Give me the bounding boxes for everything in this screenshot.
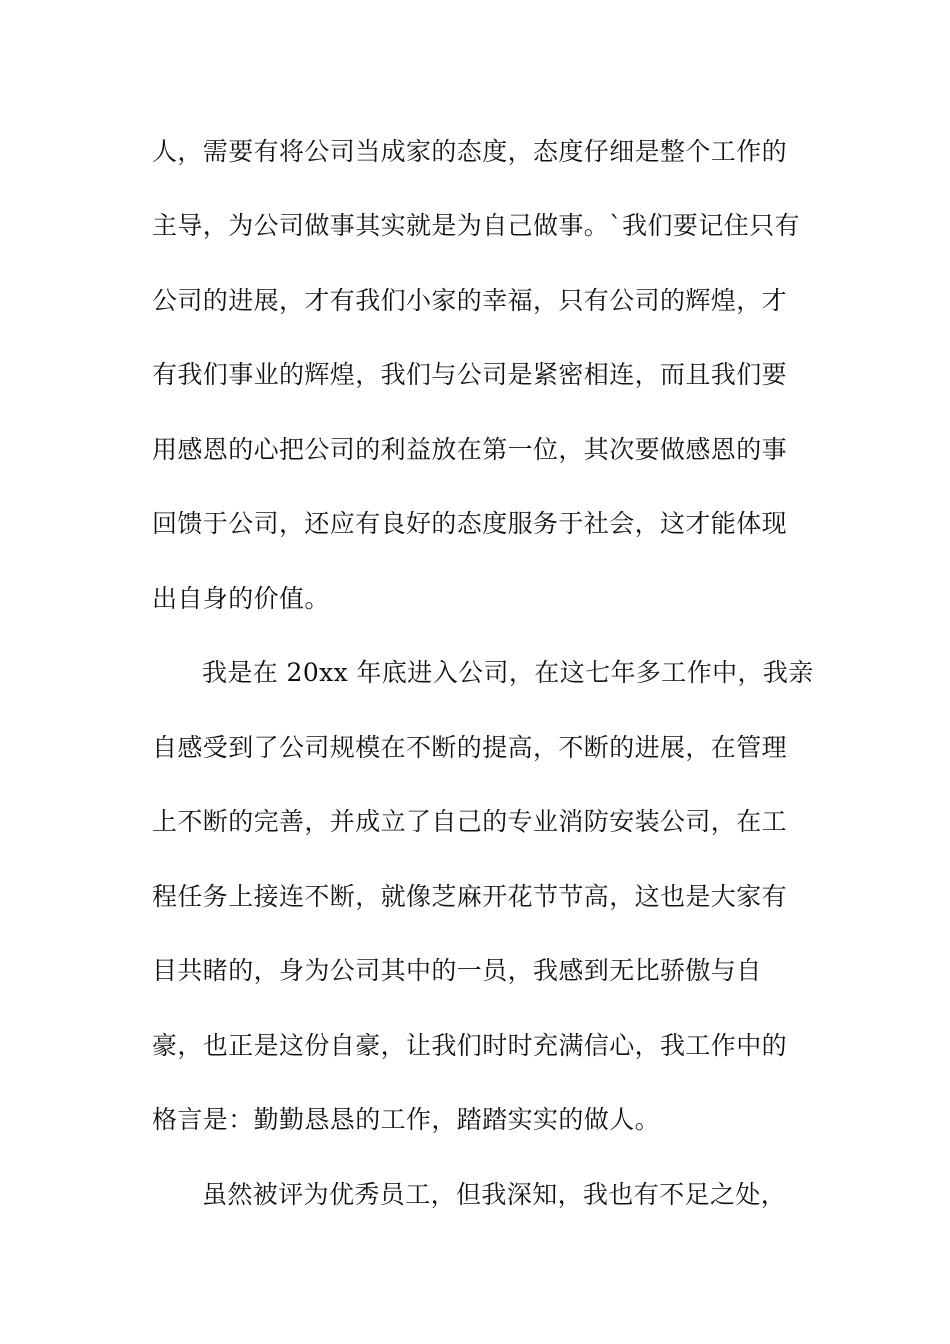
text-line: 出自身的价值。 (152, 584, 330, 613)
text-line: 回馈于公司，还应有良好的态度服务于社会，这才能体现 (152, 509, 788, 538)
paragraph-first-line: 虽然被评为优秀员工，但我深知，我也有不足之处， (202, 1180, 787, 1209)
text-line: 公司的进展，才有我们小家的幸福，只有公司的辉煌，才 (152, 286, 788, 315)
text-line: 程任务上接连不断，就像芝麻开花节节高，这也是大家有 (152, 882, 788, 911)
text-line: 上不断的完善，并成立了自己的专业消防安装公司，在工 (152, 807, 788, 836)
text-line: 豪，也正是这份自豪，让我们时时充满信心，我工作中的 (152, 1031, 788, 1060)
text-line: 目共睹的，身为公司其中的一员，我感到无比骄傲与自 (152, 956, 762, 985)
text-line: 自感受到了公司规模在不断的提高，不断的进展，在管理 (152, 733, 788, 762)
text-line: 格言是：勤勤恳恳的工作，踏踏实实的做人。 (152, 1105, 661, 1134)
text-line: 主导，为公司做事其实就是为自己做事。`我们要记住只有 (152, 211, 800, 240)
paragraph-first-line: 我是在 20xx 年底进入公司，在这七年多工作中，我亲 (202, 658, 814, 687)
text-line: 人，需要有将公司当成家的态度，态度仔细是整个工作的 (152, 137, 788, 166)
text-line: 有我们事业的辉煌，我们与公司是紧密相连，而且我们要 (152, 360, 788, 389)
text-line: 用感恩的心把公司的利益放在第一位，其次要做感恩的事 (152, 435, 788, 464)
